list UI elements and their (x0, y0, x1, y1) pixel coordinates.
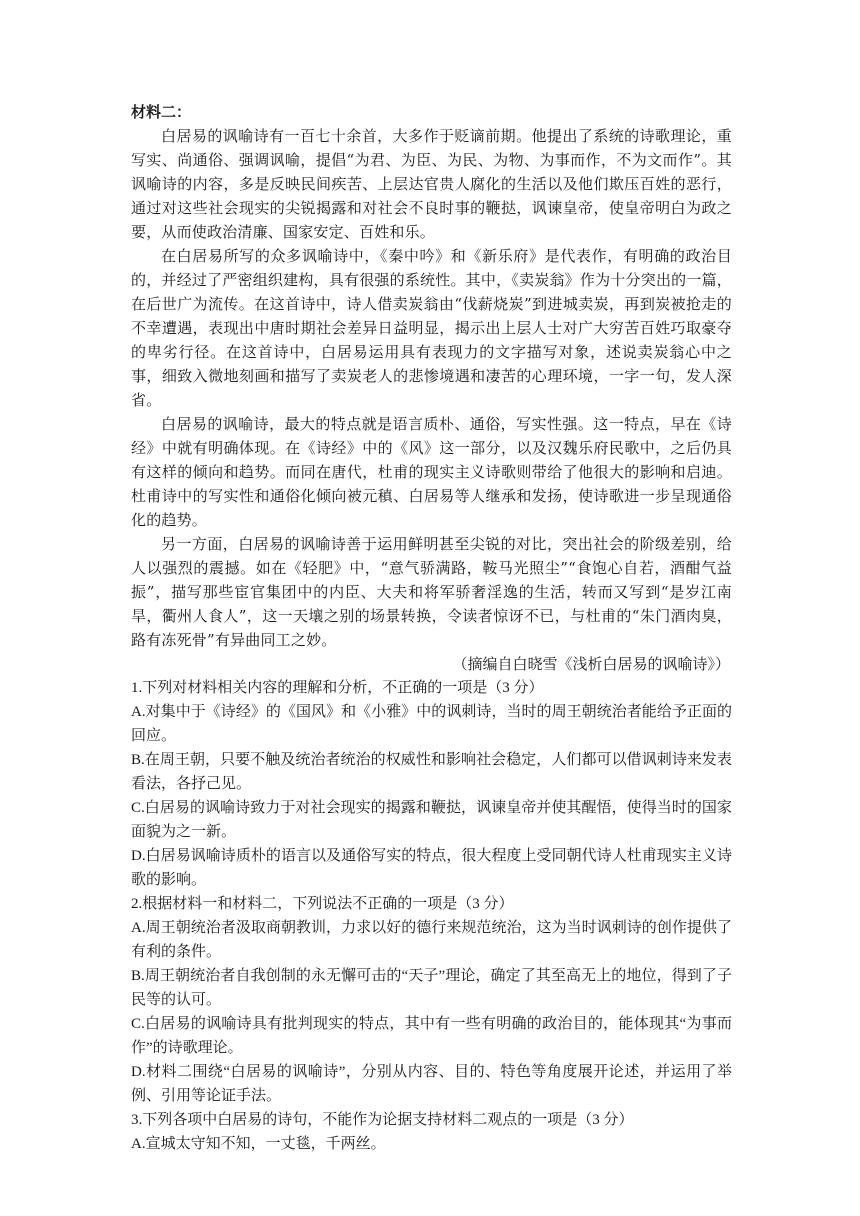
material-paragraph: 白居易的讽喻诗有一百七十余首，大多作于贬谪前期。他提出了系统的诗歌理论，重写实、尚通俗、强调讽喻，提倡“为君、为臣、为民、为物、为事而作，不为文而作”。其讽喻诗的内容，多是反映民间疾苦、上层达官贵人腐化的生活以及他们欺压百姓的恶行，通过对这些社会现实的尖锐揭露和对社会不良时事的鞭挞，讽谏皇帝，使皇帝明白为政之要，从而使政治清廉、国家安定、百姓和乐。 (131, 127, 732, 241)
question-option: D.材料二围绕“白居易的讽喻诗”，分别从内容、目的、特色等角度展开论述，并运用了举例、引用等论证手法。 (131, 1064, 732, 1104)
question-option: B.在周王朝，只要不触及统治者统治的权威性和影响社会稳定，人们都可以借讽刺诗来发表看法，各抒己见。 (131, 752, 732, 792)
question-option: C.白居易的讽喻诗具有批判现实的特点，其中有一些有明确的政治目的，能体现其“为事而作”的诗歌理论。 (131, 1016, 732, 1056)
material-heading: 材料二： (131, 103, 192, 121)
question-option: A.周王朝统治者汲取商朝教训，力求以好的德行来规范统治，这为当时讽刺诗的创作提供了有利的条件。 (131, 920, 732, 960)
material-source: （摘编自白晓雪《浅析白居易的讽喻诗》） (452, 655, 730, 673)
question-option: D.白居易讽喻诗质朴的语言以及通俗写实的特点，很大程度上受同朝代诗人杜甫现实主义诗歌的影响。 (131, 848, 732, 888)
question-stem: 3.下列各项中白居易的诗句，不能作为论据支持材料二观点的一项是（3 分） (131, 1112, 634, 1128)
question-option: B.周王朝统治者自我创制的永无懈可击的“天子”理论，确定了其至高无上的地位，得到了子民等的认可。 (131, 968, 732, 1008)
question-option: A.对集中于《诗经》的《国风》和《小雅》中的讽刺诗，当时的周王朝统治者能给予正面的回应。 (131, 704, 732, 744)
material-paragraph: 另一方面，白居易的讽喻诗善于运用鲜明甚至尖锐的对比，突出社会的阶级差别，给人以强烈的震撼。如在《轻肥》中，“意气骄满路，鞍马光照尘”“食饱心自若，酒酣气益振”，描写那些宦官集团中的内臣、大夫和将军骄奢淫逸的生活，转而又写到“是岁江南旱，衢州人食人”，这一天壤之别的场景转换，令读者惊讶不已，与杜甫的“朱门酒肉臭，路有冻死骨”有异曲同工之妙。 (131, 535, 732, 649)
material-paragraph: 在白居易所写的众多讽喻诗中，《秦中吟》和《新乐府》是代表作，有明确的政治目的，并经过了严密组织建构，具有很强的系统性。其中，《卖炭翁》作为十分突出的一篇，在后世广为流传。在这首诗中，诗人借卖炭翁由“伐薪烧炭”到进城卖炭，再到炭被抢走的不幸遭遇，表现出中唐时期社会差异日益明显，揭示出上层人士对广大穷苦百姓巧取豪夺的卑劣行径。在这首诗中，白居易运用具有表现力的文字描写对象，述说卖炭翁心中之事，细致入微地刻画和描写了卖炭老人的悲惨境遇和凄苦的心理环境，一字一句，发人深省。 (131, 247, 732, 409)
material-paragraph: 白居易的讽喻诗，最大的特点就是语言质朴、通俗，写实性强。这一特点，早在《诗经》中就有明确体现。在《诗经》中的《风》这一部分，以及汉魏乐府民歌中，之后仍具有这样的倾向和趋势。而同在唐代，杜甫的现实主义诗歌则带给了他很大的影响和启迪。杜甫诗中的写实性和通俗化倾向被元稹、白居易等人继承和发扬，使诗歌进一步呈现通俗化的趋势。 (131, 415, 732, 529)
question-option: A.宣城太守知不知，一丈毯，千两丝。 (131, 1136, 386, 1152)
question-stem: 1.下列对材料相关内容的理解和分析，不正确的一项是（3 分） (131, 680, 544, 696)
question-stem: 2.根据材料一和材料二，下列说法不正确的一项是（3 分） (131, 896, 514, 912)
question-option: C.白居易的讽喻诗致力于对社会现实的揭露和鞭挞，讽谏皇帝并使其醒悟，使得当时的国家面貌为之一新。 (131, 800, 732, 840)
